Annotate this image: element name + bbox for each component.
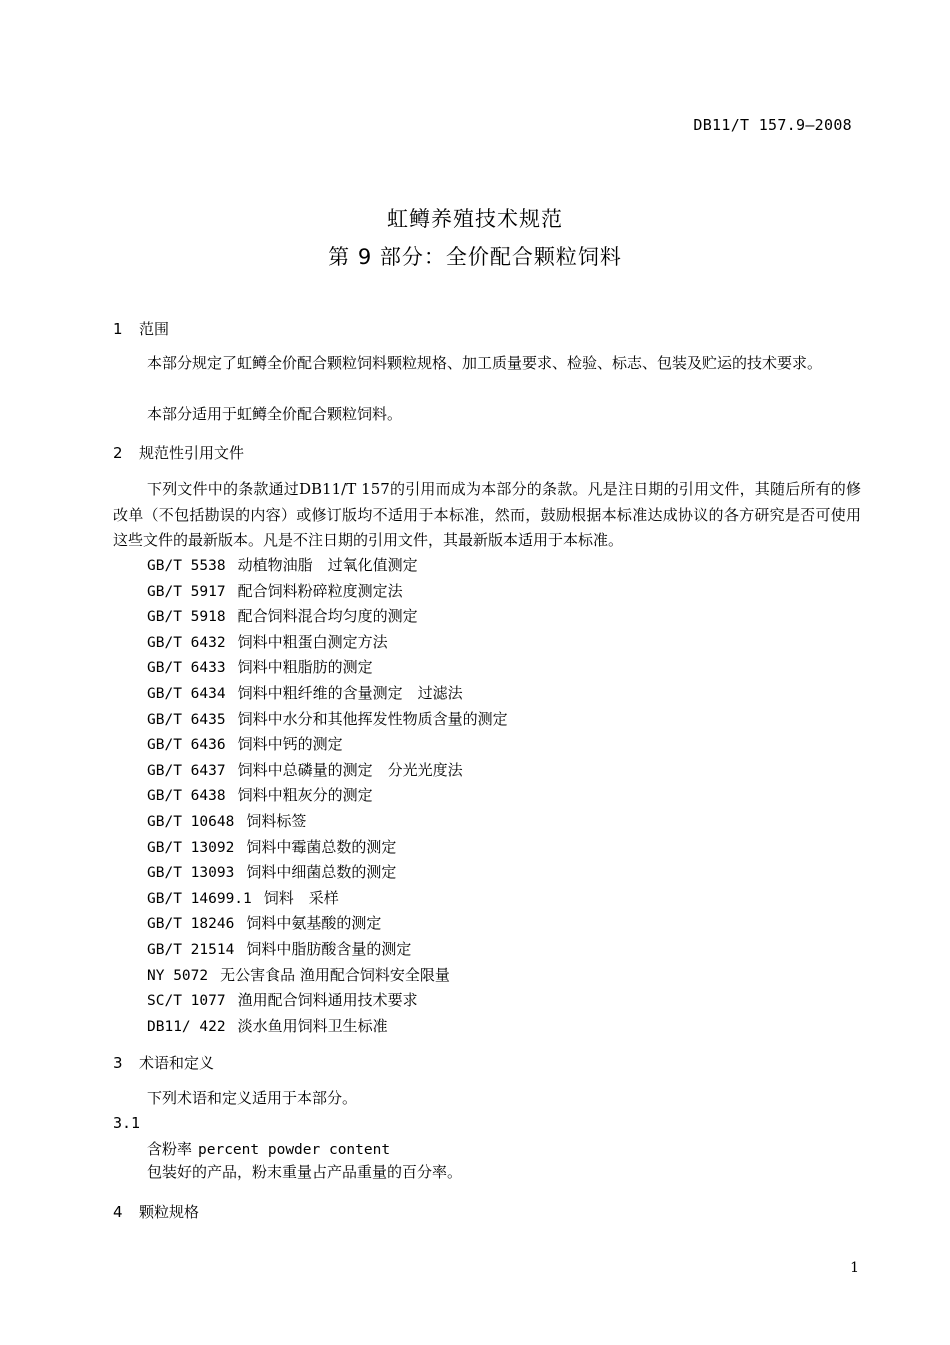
reference-title: 饲料中霉菌总数的测定 (246, 837, 397, 856)
term-chinese: 含粉率 (147, 1140, 193, 1158)
reference-title: 饲料中粗灰分的测定 (237, 786, 373, 805)
section-4-heading (113, 1201, 199, 1222)
section-3-title: 术语和定义 (139, 1054, 215, 1072)
reference-item (147, 553, 508, 579)
reference-code: GB/T 5918 (147, 609, 226, 626)
reference-title: 配合饲料粉碎粒度测定法 (237, 581, 403, 600)
reference-code: GB/T 6435 (147, 711, 226, 728)
section-1-paragraph-2: 本部分适用于虹鳟全价配合颗粒饲料。 (147, 405, 403, 423)
reference-code: GB/T 5538 (147, 558, 226, 574)
section-2-number: 2 (113, 444, 123, 462)
reference-title: 饲料中粗蛋白测定方法 (237, 632, 388, 651)
reference-code: GB/T 18246 (147, 916, 235, 933)
reference-title: 渔用配合饲料通用技术要求 (237, 991, 418, 1010)
reference-item (147, 681, 508, 707)
section-3-number: 3 (113, 1054, 123, 1072)
section-2-title: 规范性引用文件 (139, 444, 245, 462)
document-code: DB11/T 157.9—2008 (693, 116, 852, 134)
reference-title: 饲料标签 (246, 811, 307, 830)
reference-code: NY 5072 (147, 967, 209, 984)
reference-item (147, 860, 508, 886)
term-number: 3.1 (113, 1114, 141, 1132)
reference-item (147, 937, 508, 963)
reference-item (147, 707, 508, 733)
reference-title: 动植物油脂 过氧化值测定 (237, 556, 418, 574)
reference-code: DB11/ 422 (147, 1018, 226, 1035)
reference-title: 饲料中氨基酸的测定 (246, 914, 382, 933)
reference-code: GB/T 13092 (147, 839, 235, 856)
page-number: 1 (850, 1260, 859, 1276)
reference-title: 饲料中粗纤维的含量测定 过滤法 (237, 683, 463, 702)
reference-title: 配合饲料混合均匀度的测定 (237, 607, 418, 626)
reference-title: 饲料 采样 (263, 888, 339, 907)
reference-item (147, 809, 508, 835)
reference-code: GB/T 5917 (147, 583, 226, 600)
reference-item (147, 758, 508, 784)
section-2-paragraph-1: 下列文件中的条款通过DB11/T 157的引用而成为本部分的条款。凡是注日期的引用文件，其随后所有的修改单（不包括勘误的内容）或修订版均不适用于本标准，然而，鼓励根据本标准达成协议的各方研究是否可使用这些文件的最新版本。凡是不注日期的引用文件，其最新版本适用于本标准。 (113, 480, 861, 549)
term-definition: 包装好的产品，粉末重量占产品重量的百分率。 (147, 1163, 463, 1181)
reference-code: SC/T 1077 (147, 993, 226, 1010)
section-4-number: 4 (113, 1203, 123, 1221)
reference-item (147, 579, 508, 605)
section-3-heading (113, 1052, 214, 1073)
reference-code: GB/T 6432 (147, 634, 226, 651)
reference-code: GB/T 6436 (147, 737, 226, 754)
reference-title: 饲料中总磷量的测定 分光光度法 (237, 760, 463, 779)
normative-reference-list (147, 553, 508, 1039)
term-entry (147, 1138, 390, 1159)
reference-item (147, 911, 508, 937)
reference-item (147, 783, 508, 809)
section-1-paragraph-1: 本部分规定了虹鳟全价配合颗粒饲料颗粒规格、加工质量要求、检验、标志、包装及贮运的技术要求。 (147, 354, 823, 372)
reference-code: GB/T 6433 (147, 660, 226, 677)
reference-item (147, 835, 508, 861)
section-4-title: 颗粒规格 (139, 1203, 200, 1221)
reference-item (147, 655, 508, 681)
document-subtitle: 第 9 部分：全价配合颗粒饲料 (328, 245, 622, 269)
reference-item (147, 963, 508, 989)
section-2-heading (113, 442, 244, 463)
reference-item (147, 988, 508, 1014)
reference-code: GB/T 6438 (147, 788, 226, 805)
section-1-number: 1 (113, 320, 123, 338)
reference-code: GB/T 6434 (147, 685, 226, 702)
reference-title: 无公害食品 渔用配合饲料安全限量 (220, 965, 450, 984)
reference-code: GB/T 21514 (147, 941, 235, 958)
reference-item (147, 886, 508, 912)
term-english: percent powder content (198, 1142, 391, 1158)
reference-code: GB/T 14699.1 (147, 890, 252, 907)
reference-code: GB/T 10648 (147, 813, 235, 830)
reference-item (147, 732, 508, 758)
reference-item (147, 1014, 508, 1040)
reference-code: GB/T 13093 (147, 865, 235, 882)
section-1-heading (113, 318, 169, 339)
section-1-title: 范围 (139, 320, 170, 338)
reference-title: 饲料中钙的测定 (237, 735, 343, 754)
reference-item (147, 604, 508, 630)
reference-title: 饲料中粗脂肪的测定 (237, 658, 373, 677)
reference-title: 饲料中水分和其他挥发性物质含量的测定 (237, 709, 508, 728)
section-3-paragraph-1: 下列术语和定义适用于本部分。 (147, 1089, 358, 1107)
reference-item (147, 630, 508, 656)
reference-title: 饲料中脂肪酸含量的测定 (246, 939, 412, 958)
reference-code: GB/T 6437 (147, 762, 226, 779)
reference-title: 淡水鱼用饲料卫生标准 (237, 1016, 388, 1035)
reference-title: 饲料中细菌总数的测定 (246, 863, 397, 882)
document-title: 虹鳟养殖技术规范 (387, 207, 563, 231)
